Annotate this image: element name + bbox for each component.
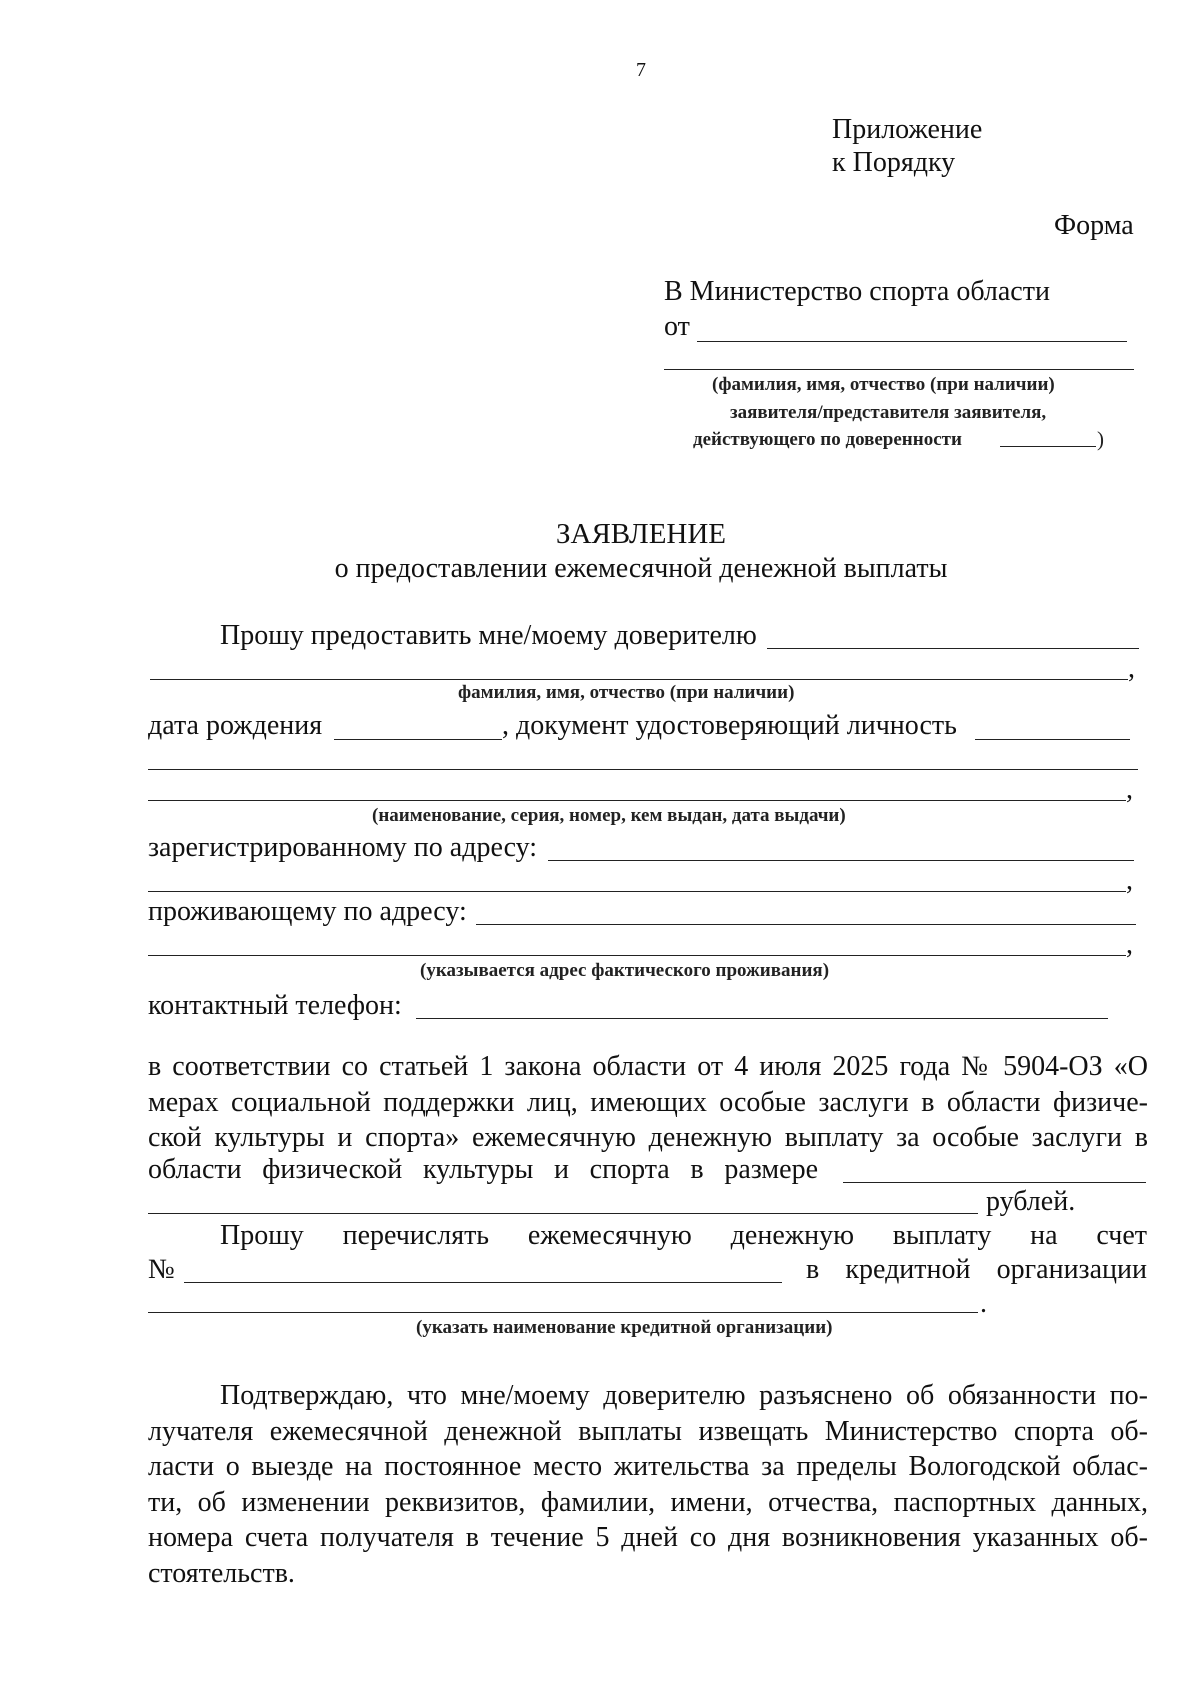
confirmation-line-4: ти, об изменении реквизитов, фамилии, имени, отчества, паспортных данных,: [148, 1486, 1148, 1518]
credit-org-field[interactable]: [148, 1312, 978, 1313]
request-lead: Прошу предоставить мне/моему доверителю: [220, 620, 757, 651]
comma-4: ,: [1126, 929, 1133, 960]
fio-caption: фамилия, имя, отчество (при наличии): [458, 682, 795, 703]
registered-address-label: зарегистрированному по адресу:: [148, 832, 538, 863]
confirmation-line-6: стоятельств.: [148, 1557, 295, 1589]
body-line-2: мерах социальной поддержки лиц, имеющих особые заслуги в области физиче-: [148, 1086, 1148, 1118]
confirmation-paragraph: [148, 1378, 1148, 1592]
living-address-field-2[interactable]: [148, 955, 1126, 956]
id-document-label: , документ удостоверяющий личность: [502, 710, 957, 741]
confirmation-line-1: Подтверждаю, что мне/моему доверителю разъяснено об обязанности по-: [220, 1380, 1148, 1411]
appendix-title: Приложение: [832, 114, 983, 145]
body-line-3: ской культуры и спорта» ежемесячную денежную выплату за особые заслуги в: [148, 1122, 1148, 1154]
applicant-name-field-2[interactable]: [664, 369, 1134, 370]
addressee-from-label: от: [664, 311, 690, 342]
document-title: ЗАЯВЛЕНИЕ: [555, 518, 727, 550]
page-number: 7: [636, 59, 646, 81]
phone-label: контактный телефон:: [148, 990, 402, 1021]
living-address-label: проживающему по адресу:: [148, 896, 467, 927]
applicant-caption-1: (фамилия, имя, отчество (при наличии): [712, 374, 1055, 395]
living-address-caption: (указывается адрес фактического проживания): [420, 960, 830, 981]
body-line-4: области физической культуры и спорта в размере: [148, 1156, 818, 1184]
id-document-field-2[interactable]: [148, 769, 1138, 770]
payment-amount-field-2[interactable]: [148, 1213, 978, 1214]
comma-3: ,: [1126, 865, 1133, 896]
document-subtitle: о предоставлении ежемесячной денежной выплаты: [334, 553, 948, 584]
period: .: [980, 1288, 987, 1319]
payment-amount-field[interactable]: [843, 1182, 1146, 1183]
comma-1: ,: [1128, 653, 1135, 684]
id-document-field[interactable]: [975, 739, 1130, 740]
body-line-1: в соответствии со статьей 1 закона области от 4 июля 2025 года № 5904-ОЗ «О: [148, 1051, 1148, 1082]
confirmation-line-3: ласти о выезде на постоянное место жительства за пределы Вологодской облас-: [148, 1451, 1148, 1483]
id-document-caption: (наименование, серия, номер, кем выдан, дата выдачи): [372, 805, 846, 826]
applicant-caption-3: действующего по доверенности: [693, 429, 962, 450]
confirmation-line-5: номера счета получателя в течение 5 дней со дня возникновения указанных об-: [148, 1522, 1148, 1554]
account-number-field[interactable]: [184, 1282, 782, 1283]
applicant-name-field[interactable]: [697, 341, 1127, 342]
confirmation-line-2: лучателя ежемесячной денежной выплаты извещать Министерство спорта об-: [148, 1415, 1148, 1447]
id-document-field-3[interactable]: [148, 800, 1126, 801]
credit-org-caption: (указать наименование кредитной организации): [416, 1317, 833, 1338]
registered-address-field-2[interactable]: [148, 891, 1126, 892]
power-of-attorney-field[interactable]: [1000, 446, 1096, 447]
birth-date-label: дата рождения: [148, 710, 323, 741]
comma-2: ,: [1126, 774, 1133, 805]
number-sign: №: [148, 1254, 175, 1285]
addressee-to: В Министерство спорта области: [664, 276, 1050, 307]
phone-field[interactable]: [416, 1018, 1108, 1019]
living-address-field[interactable]: [476, 924, 1136, 925]
credit-org-label: в кредитной организации: [806, 1256, 1147, 1284]
registered-address-field[interactable]: [548, 860, 1134, 861]
legal-basis-paragraph: [148, 1049, 1148, 1156]
birth-date-field[interactable]: [334, 739, 502, 740]
transfer-line-1: Прошу перечислять ежемесячную денежную выплату на счет: [220, 1222, 1147, 1250]
trustee-name-field[interactable]: [767, 648, 1139, 649]
applicant-caption-2: заявителя/представителя заявителя,: [730, 402, 1047, 423]
trustee-name-field-2[interactable]: [150, 679, 1128, 680]
form-label: Форма: [1054, 210, 1134, 241]
applicant-caption-close: ): [1097, 427, 1104, 451]
appendix-subtitle: к Порядку: [832, 147, 956, 178]
rubles-label: рублей.: [986, 1186, 1076, 1217]
